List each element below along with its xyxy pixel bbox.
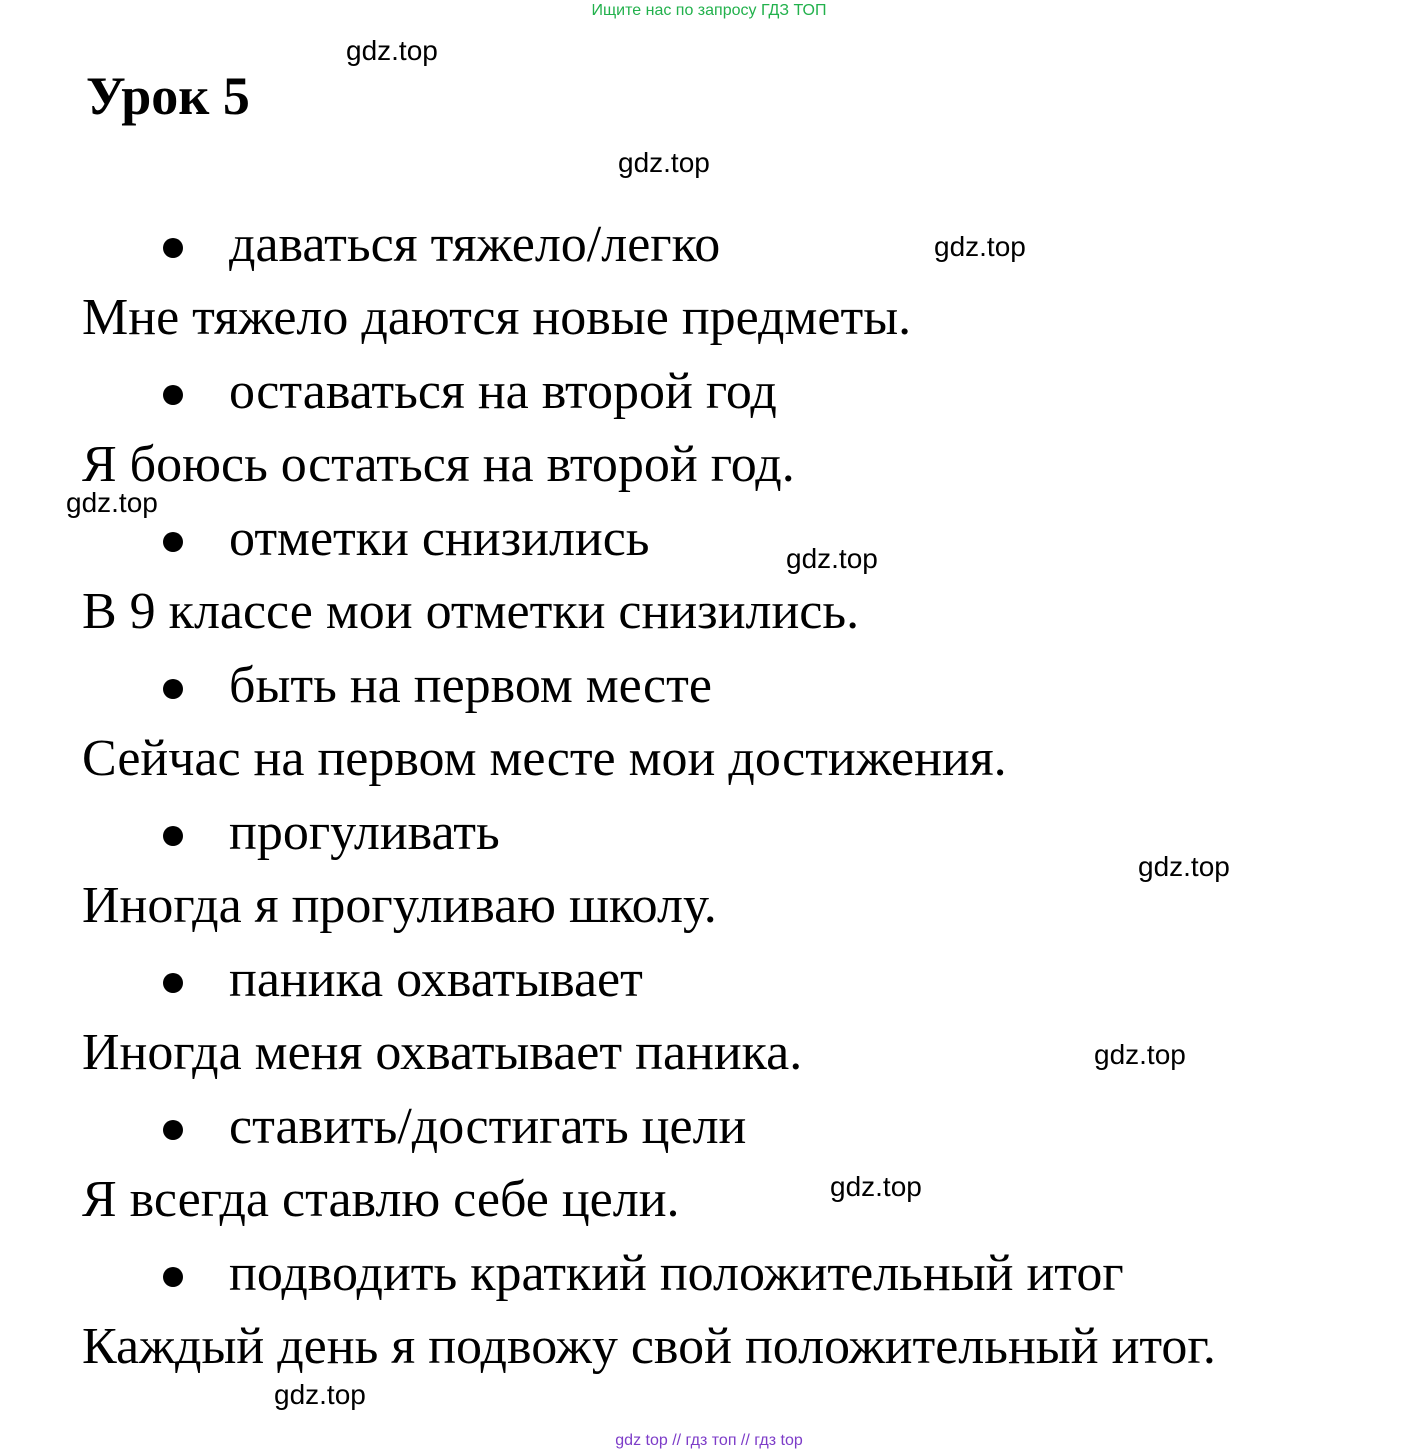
watermark: gdz.top [830,1171,922,1202]
example-sentence: Я всегда ставлю себе цели. [82,1171,680,1228]
vocab-item [0,943,1418,1016]
vocab-item [0,355,1418,428]
vocab-item [0,502,1418,575]
vocab-phrase: оставаться на второй год [229,363,777,420]
vocab-item [0,1090,1418,1163]
vocab-item [0,1237,1418,1310]
vocab-phrase: прогуливать [229,804,500,861]
bottom-banner: gdz top // гдз топ // гдз top [615,1432,803,1449]
bullet-icon [163,826,183,846]
bullet-icon [163,238,183,258]
bullet-icon [163,532,183,552]
watermark: gdz.top [1094,1039,1186,1070]
bullet-icon [163,1120,183,1140]
bullet-icon [163,679,183,699]
watermark: gdz.top [1138,851,1230,882]
example-sentence: Иногда я прогуливаю школу. [82,877,717,934]
watermark: gdz.top [786,543,878,574]
example-sentence: В 9 классе мои отметки снизились. [82,583,860,640]
vocab-phrase: паника охватывает [229,951,643,1008]
bullet-icon [163,385,183,405]
example-sentence: Сейчас на первом месте мои достижения. [82,730,1007,787]
vocab-phrase: быть на первом месте [229,657,712,714]
vocab-item [0,208,1418,281]
vocab-phrase: отметки снизились [229,510,650,567]
lesson-title: Урок 5 [86,66,250,126]
top-banner: Ищите нас по запросу ГДЗ ТОП [591,2,827,19]
bullet-icon [163,973,183,993]
watermark: gdz.top [274,1379,366,1410]
example-sentence: Я боюсь остаться на второй год. [82,436,795,493]
watermark: gdz.top [934,231,1026,262]
watermark: gdz.top [346,35,438,66]
example-sentence: Иногда меня охватывает паника. [82,1024,803,1081]
vocab-phrase: ставить/достигать цели [229,1098,747,1155]
example-sentence: Мне тяжело даются новые предметы. [82,289,912,346]
watermark: gdz.top [618,147,710,178]
bullet-icon [163,1267,183,1287]
vocab-phrase: подводить краткий положительный итог [229,1245,1124,1302]
vocab-phrase: даваться тяжело/легко [229,216,721,273]
exercise-list [0,208,1418,1384]
watermark: gdz.top [66,487,158,518]
vocab-item [0,649,1418,722]
example-sentence: Каждый день я подвожу свой положительный итог. [82,1318,1216,1375]
